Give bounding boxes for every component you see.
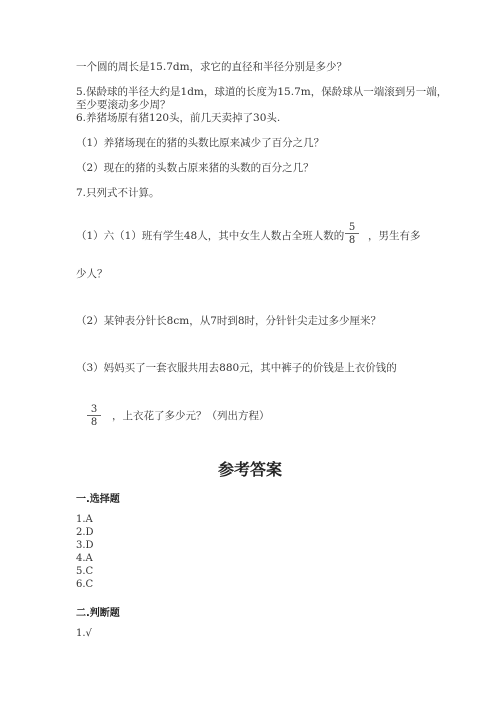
answer-key-title: 参考答案 [217, 460, 282, 479]
choice-answer: 4.A [76, 553, 93, 564]
question-7-3-fraction [87, 404, 101, 428]
fraction-numerator: 3 [90, 404, 98, 415]
question-7-3-text: （3）妈妈买了一套衣服共用去880元，其中裤子的价钱是上衣价钱的 [76, 362, 397, 374]
section-choice-heading: 一.选择题 [76, 494, 120, 505]
question-7-1-text-3: 少人？ [76, 268, 108, 280]
question-5-line-2: 至少要滚动多少周？ [76, 99, 171, 111]
fraction-denominator: 8 [87, 415, 101, 428]
choice-answer: 1.A [76, 514, 93, 525]
question-7-3-text-2: ，上衣花了多少元？（列出方程） [112, 410, 270, 422]
question-5-line-1: 5.保龄球的半径大约是1dm，球道的长度为15.7m，保龄球从一端滚到另一端， [76, 86, 448, 98]
judgement-answer: 1.√ [76, 628, 92, 639]
fraction-numerator: 5 [348, 222, 356, 233]
question-7-1-fraction [345, 222, 359, 246]
fraction-denominator: 8 [345, 233, 359, 246]
question-6: 6.养猪场原有猪120头，前几天卖掉了30头. [76, 112, 281, 124]
question-7-2: （2）某钟表分针长8cm，从7时到8时，分针针尖走过多少厘米？ [76, 315, 382, 327]
question-circle: 一个圆的周长是15.7dm，求它的直径和半径分别是多少？ [76, 61, 348, 73]
question-7-1-text-2: ，男生有多 [368, 230, 421, 242]
question-7-1-text: （1）六（1）班有学生48人，其中女生人数占全班人数的 [76, 230, 345, 242]
choice-answer: 6.C [76, 579, 94, 590]
question-6-part-2: （2）现在的猪的头数占原来猪的头数的百分之几？ [76, 162, 314, 174]
question-7: 7.只列式不计算。 [76, 187, 160, 199]
choice-answer: 2.D [76, 527, 94, 538]
choice-answer: 5.C [76, 566, 94, 577]
choice-answer: 3.D [76, 540, 94, 551]
section-judgement-heading: 二.判断题 [76, 608, 120, 619]
question-6-part-1: （1）养猪场现在的猪的头数比原来减少了百分之几？ [76, 137, 325, 149]
